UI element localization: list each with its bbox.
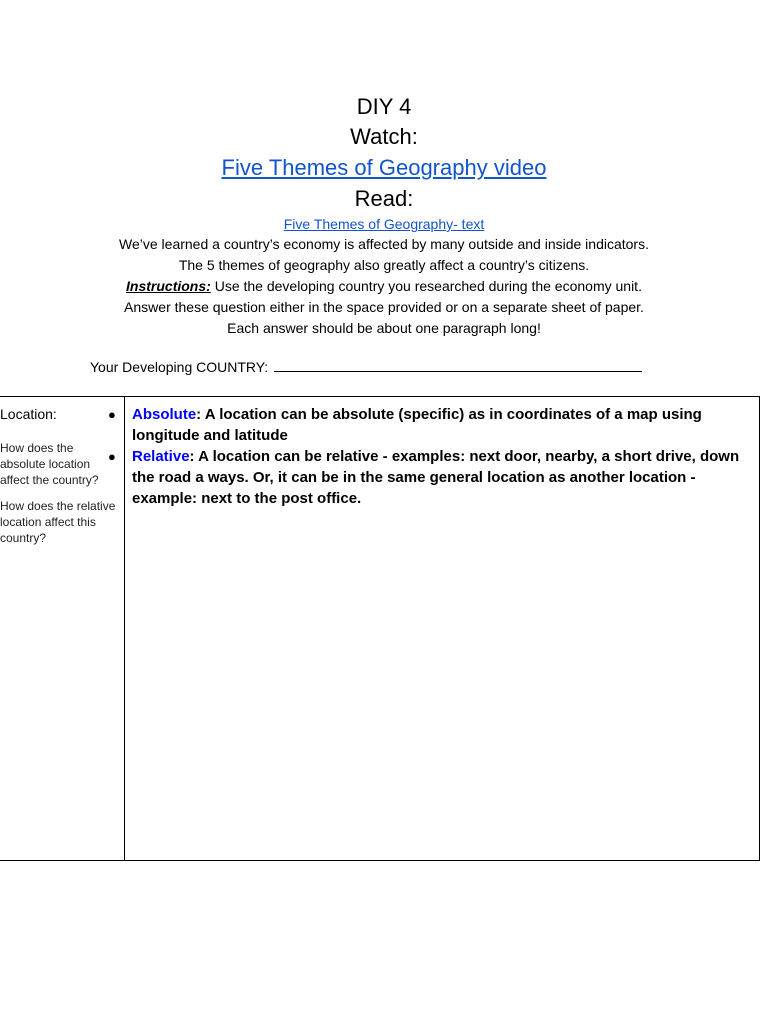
relative-term: Relative (132, 448, 190, 465)
absolute-definition: : A location can be absolute (specific) as in coordinates of a map using longitude and latitude (132, 406, 702, 444)
watch-heading: Watch: (350, 124, 418, 149)
theme-title: Location: (0, 406, 57, 422)
list-item (108, 446, 758, 509)
theme-column (0, 404, 122, 546)
read-heading: Read: (354, 186, 414, 211)
video-link[interactable]: Five Themes of Geography video (221, 155, 547, 180)
relative-definition: : A location can be relative - examples: next door, nearby, a short drive, down the road a ways. Or, it can be in the same general location as another location - example: next to the post office. (132, 448, 740, 507)
bullet-icon: ● (108, 449, 116, 464)
intro-line-1: We’ve learned a country’s economy is affected by many outside and inside indicators. (119, 236, 649, 252)
list-item (108, 404, 758, 446)
instructions-label: Instructions: (126, 278, 211, 294)
absolute-question: How does the absolute location affect the country? (0, 441, 99, 487)
text-link-row (0, 216, 768, 233)
country-blank-line[interactable] (274, 359, 642, 372)
bullet-icon: ● (108, 407, 116, 422)
page-title: DIY 4 (356, 94, 412, 119)
video-link-row (0, 154, 768, 182)
absolute-term: Absolute (132, 406, 197, 423)
intro-line-5: Each answer should be about one paragraph long! (227, 320, 541, 336)
intro-line-4: Answer these question either in the space provided or on a separate sheet of paper. (124, 299, 644, 315)
definitions-list (108, 404, 758, 509)
country-field (90, 359, 642, 376)
instructions-text: Use the developing country you researched during the economy unit. (210, 278, 642, 294)
instructions-line (0, 278, 768, 295)
intro-line-2: The 5 themes of geography also greatly affect a country’s citizens. (178, 257, 590, 273)
relative-question: How does the relative location affect this country? (0, 499, 116, 545)
text-link[interactable]: Five Themes of Geography- text (283, 216, 485, 232)
country-label: Your Developing COUNTRY: (90, 359, 273, 375)
